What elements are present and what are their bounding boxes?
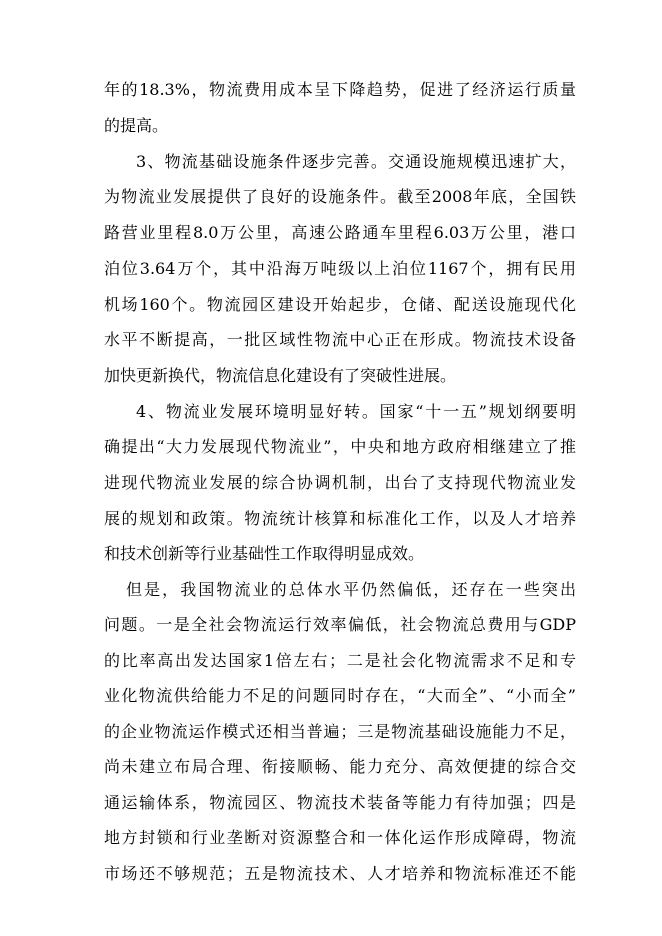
text-line: 机场160个。物流园区建设开始起步，仓储、配送设施现代化 <box>104 295 576 314</box>
text-line: 地方封锁和行业垄断对资源整合和一体化运作形成障碍，物流 <box>104 828 576 847</box>
text-line: 通运输体系，物流园区、物流技术装备等能力有待加强；四是 <box>104 793 576 812</box>
text-line: 年的18.3%，物流费用成本呈下降趋势，促进了经济运行质量 <box>104 80 576 99</box>
text-line: 的企业物流运作模式还相当普遍；三是物流基础设施能力不足， <box>104 722 576 741</box>
text-line: 确提出“大力发展现代物流业”，中央和地方政府相继建立了推 <box>104 437 576 456</box>
text-line: 进现代物流业发展的综合协调机制，出台了支持现代物流业发 <box>104 473 576 492</box>
text-line: 泊位3.64万个，其中沿海万吨级以上泊位1167个，拥有民用 <box>104 259 576 278</box>
paragraph-start-line: 但是，我国物流业的总体水平仍然偏低，还存在一些突出 <box>126 580 576 599</box>
text-line: 的比率高出发达国家1倍左右；二是社会化物流需求不足和专 <box>104 651 576 670</box>
text-line: 尚未建立布局合理、衔接顺畅、能力充分、高效便捷的综合交 <box>104 757 576 776</box>
text-line: 加快更新换代，物流信息化建设有了突破性进展。 <box>104 366 457 385</box>
text-line: 水平不断提高，一批区域性物流中心正在形成。物流技术设备 <box>104 330 576 349</box>
text-line: 展的规划和政策。物流统计核算和标准化工作，以及人才培养 <box>104 509 576 528</box>
text-line: 的提高。 <box>104 116 169 135</box>
text-line: 业化物流供给能力不足的问题同时存在，“大而全”、“小而全” <box>104 686 576 705</box>
paragraph-start-line: 3、物流基础设施条件逐步完善。交通设施规模迅速扩大， <box>136 152 576 171</box>
paragraph-start-line: 4、物流业发展环境明显好转。国家“十一五”规划纲要明 <box>136 402 576 421</box>
text-line: 和技术创新等行业基础性工作取得明显成效。 <box>104 544 425 563</box>
text-line: 为物流业发展提供了良好的设施条件。截至2008年底，全国铁 <box>104 187 576 206</box>
text-line: 市场还不够规范；五是物流技术、人才培养和物流标准还不能 <box>104 864 576 883</box>
text-line: 路营业里程8.0万公里，高速公路通车里程6.03万公里，港口 <box>104 223 576 242</box>
text-line: 问题。一是全社会物流运行效率偏低，社会物流总费用与GDP <box>104 615 576 634</box>
